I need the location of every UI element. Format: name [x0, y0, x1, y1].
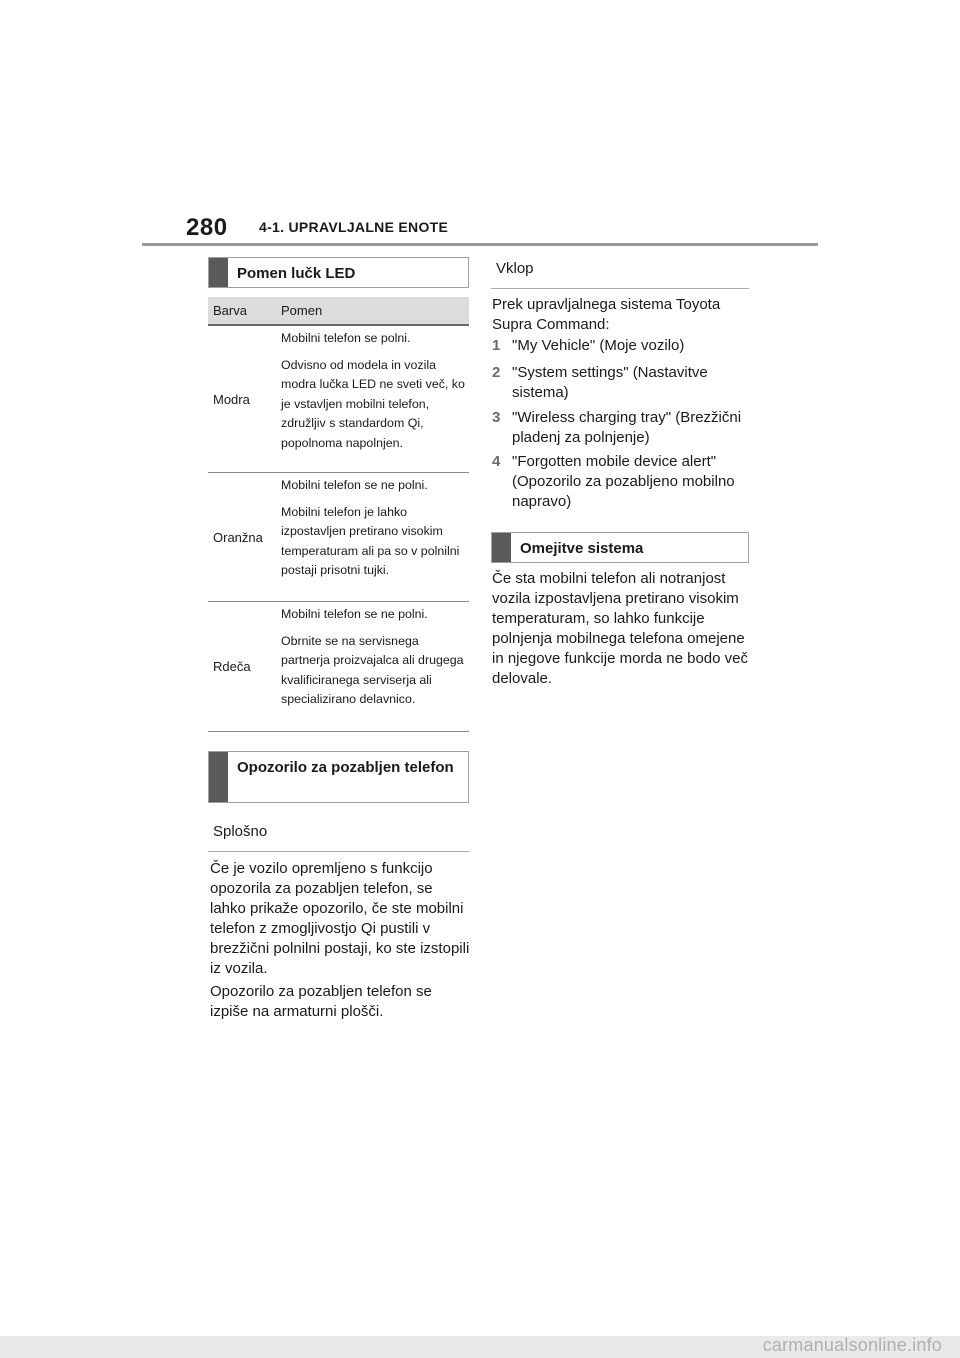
led-meaning-heading-text: Pomen lučk LED — [237, 265, 356, 282]
intro-paragraph: Prek upravljalnega sistema Toyota Supra Command: — [492, 296, 721, 333]
led-meaning-cell — [281, 602, 469, 731]
step-number: 2 — [492, 364, 501, 381]
step-number: 4 — [492, 453, 501, 470]
forgotten-phone-heading-text: Opozorilo za pozabljen telefon — [237, 759, 454, 776]
led-table-header — [208, 297, 469, 326]
step-text: "My Vehicle" (Moje vozilo) — [512, 337, 685, 354]
watermark-bar — [0, 1336, 960, 1358]
led-meaning-text: Odvisno od modela in vozila modra lučka LED ne sveti več, ko je vstavljen mobilni telefon, združljiv s standardom Qi, popolnoma napolnjen. — [281, 357, 465, 450]
header-rule — [142, 243, 818, 246]
step-number: 3 — [492, 409, 501, 426]
col-meaning-header: Pomen — [281, 303, 323, 318]
led-meaning-text: Mobilni telefon se ne polni. — [281, 478, 428, 492]
led-row-blue — [208, 326, 469, 473]
step-number: 1 — [492, 337, 501, 354]
general-paragraph-2: Opozorilo za pozabljen telefon se izpiše na armaturni plošči. — [210, 983, 432, 1020]
watermark-text: carmanualsonline.info — [762, 1335, 942, 1355]
general-paragraph-1: Če je vozilo opremljeno s funkcijo opozorila za pozabljen telefon, se lahko prikaže opozorilo, če ste mobilni telefon z zmogljivostjo Qi pustili v brezžični polnilni postaji, ko ste izstopili iz vozila. — [210, 860, 470, 977]
system-limits-paragraph: Če sta mobilni telefon ali notranjost vozila izpostavljena pretirano visokim temperaturam, so lahko funkcije polnjenja mobilnega telefona omejene in njegove funkcije morda ne bodo več delovale. — [492, 570, 748, 687]
led-meaning-heading — [208, 257, 469, 288]
led-meaning-cell — [281, 326, 469, 472]
led-row-red — [208, 602, 469, 732]
system-limits-heading — [491, 532, 749, 563]
led-meaning-cell — [281, 473, 469, 601]
system-limits-heading-text: Omejitve sistema — [520, 540, 644, 557]
forgotten-phone-heading — [208, 751, 469, 803]
led-table — [208, 297, 469, 732]
heading-bar — [209, 752, 228, 802]
general-subheading: Splošno — [208, 823, 469, 852]
section-title: 4-1. UPRAVLJALNE ENOTE — [259, 219, 449, 235]
led-meaning-text: Mobilni telefon se polni. — [281, 331, 411, 345]
heading-bar — [209, 258, 228, 287]
page-number: 280 — [186, 214, 228, 241]
led-row-orange — [208, 473, 469, 602]
step-text: "Wireless charging tray" (Brezžični pladenj za polnjenje) — [512, 409, 742, 446]
led-meaning-text: Mobilni telefon se ne polni. — [281, 607, 428, 621]
led-meaning-text: Mobilni telefon je lahko izpostavljen pretirano visokim temperaturam ali pa so v polnilni postaji prisotni tujki. — [281, 504, 460, 577]
step-text: "System settings" (Nastavitve sistema) — [512, 364, 708, 401]
col-color-header: Barva — [213, 303, 247, 318]
led-color-cell: Rdeča — [213, 659, 251, 674]
led-color-cell: Modra — [213, 391, 250, 407]
led-meaning-text: Obrnite se na servisnega partnerja proizvajalca ali drugega kvalificiranega serviserja ali specializirano delavnico. — [281, 633, 464, 706]
led-color-cell: Oranžna — [213, 529, 263, 545]
on-subheading: Vklop — [491, 260, 749, 289]
step-text: "Forgotten mobile device alert" (Opozorilo za pozabljeno mobilno napravo) — [512, 453, 735, 510]
heading-bar — [492, 533, 511, 562]
